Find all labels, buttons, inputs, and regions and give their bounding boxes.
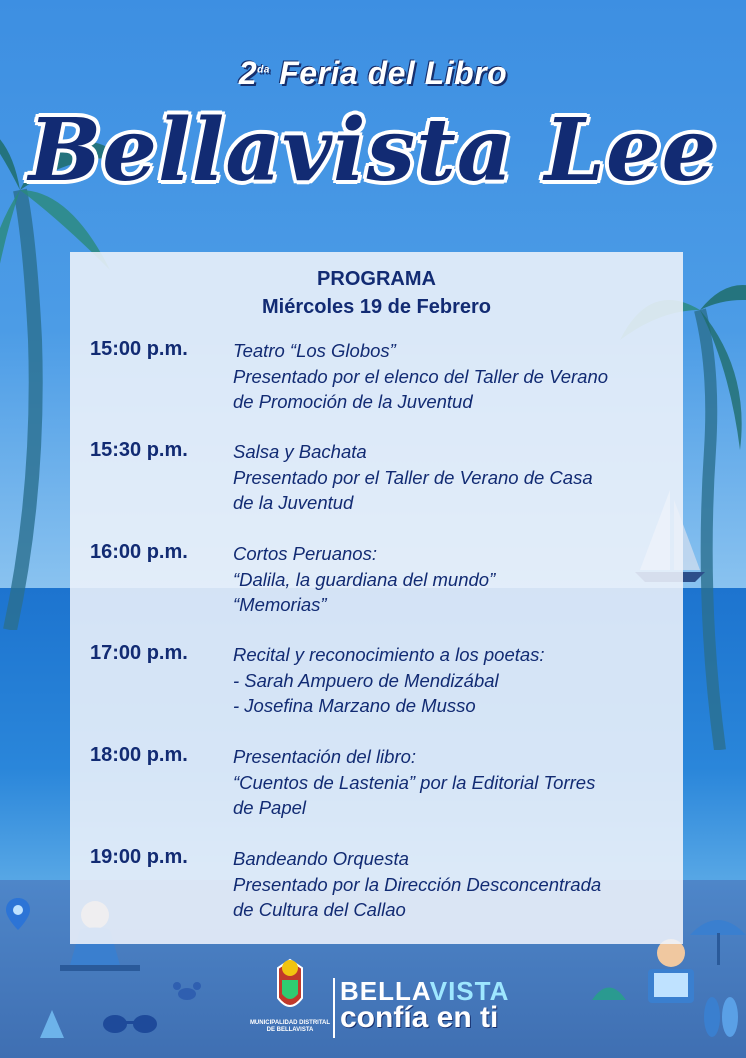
program-heading: PROGRAMA xyxy=(317,268,436,290)
event-line: Presentado por la Dirección Desconcentrada xyxy=(233,873,602,895)
footer xyxy=(0,958,746,1058)
event-description xyxy=(233,338,678,415)
municipal-line: DE BELLAVISTA xyxy=(266,1027,314,1033)
location-pin-icon xyxy=(6,898,30,930)
brand-tagline: confía en ti xyxy=(340,1001,499,1034)
event-description xyxy=(233,744,678,821)
event-line: Presentado por el elenco del Taller de Verano xyxy=(233,365,609,387)
event-line: Bandeando Orquesta xyxy=(233,848,409,869)
event-line: Presentado por el Taller de Verano de Casa xyxy=(233,466,593,488)
event-description xyxy=(233,846,678,923)
event-line: Salsa y Bachata xyxy=(233,441,367,462)
event-description xyxy=(233,439,678,516)
event-time: 16:00 p.m. xyxy=(90,541,188,563)
event-time: 19:00 p.m. xyxy=(90,846,188,868)
event-line: Teatro “Los Globos” xyxy=(233,340,396,361)
event-line: “Memorias” xyxy=(233,594,327,615)
edition-suffix: da xyxy=(257,64,270,76)
event-line: Cortos Peruanos: xyxy=(233,543,377,564)
event-line: Presentación del libro: xyxy=(233,746,417,767)
event-line: - Josefina Marzano de Musso xyxy=(233,695,476,716)
brand-part2: VISTA xyxy=(429,976,510,1006)
event-line: de Promoción de la Juventud xyxy=(233,391,473,412)
event-line: de la Juventud xyxy=(233,492,354,513)
event-title: Bellavista Lee xyxy=(28,100,718,201)
program-panel xyxy=(70,252,683,944)
brand-part1: BELLA xyxy=(340,976,430,1006)
municipal-line: MUNICIPALIDAD DISTRITAL xyxy=(249,1020,331,1026)
subtitle-text: Feria del Libro xyxy=(279,55,508,91)
footer-divider xyxy=(333,978,335,1038)
event-line: de Cultura del Callao xyxy=(233,899,406,920)
event-time: 15:30 p.m. xyxy=(90,439,188,461)
event-time: 15:00 p.m. xyxy=(90,338,188,360)
municipal-logo xyxy=(240,958,340,1048)
event-line: - Sarah Ampuero de Mendizábal xyxy=(233,669,499,691)
edition-number: 2 xyxy=(238,55,258,91)
event-line: de Papel xyxy=(233,797,307,818)
municipal-seal-icon xyxy=(240,958,340,1018)
event-time: 17:00 p.m. xyxy=(90,642,188,664)
event-description xyxy=(233,642,678,719)
event-line: “Cuentos de Lastenia” por la Editorial Torres xyxy=(233,771,596,793)
event-description xyxy=(233,541,678,618)
program-date: Miércoles 19 de Febrero xyxy=(262,296,491,318)
brand-logo xyxy=(340,976,509,1035)
event-time: 18:00 p.m. xyxy=(90,744,188,766)
event-subtitle xyxy=(0,55,746,92)
event-line: Recital y reconocimiento a los poetas: xyxy=(233,644,545,665)
event-line: “Dalila, la guardiana del mundo” xyxy=(233,568,496,590)
municipal-name xyxy=(240,1020,340,1034)
